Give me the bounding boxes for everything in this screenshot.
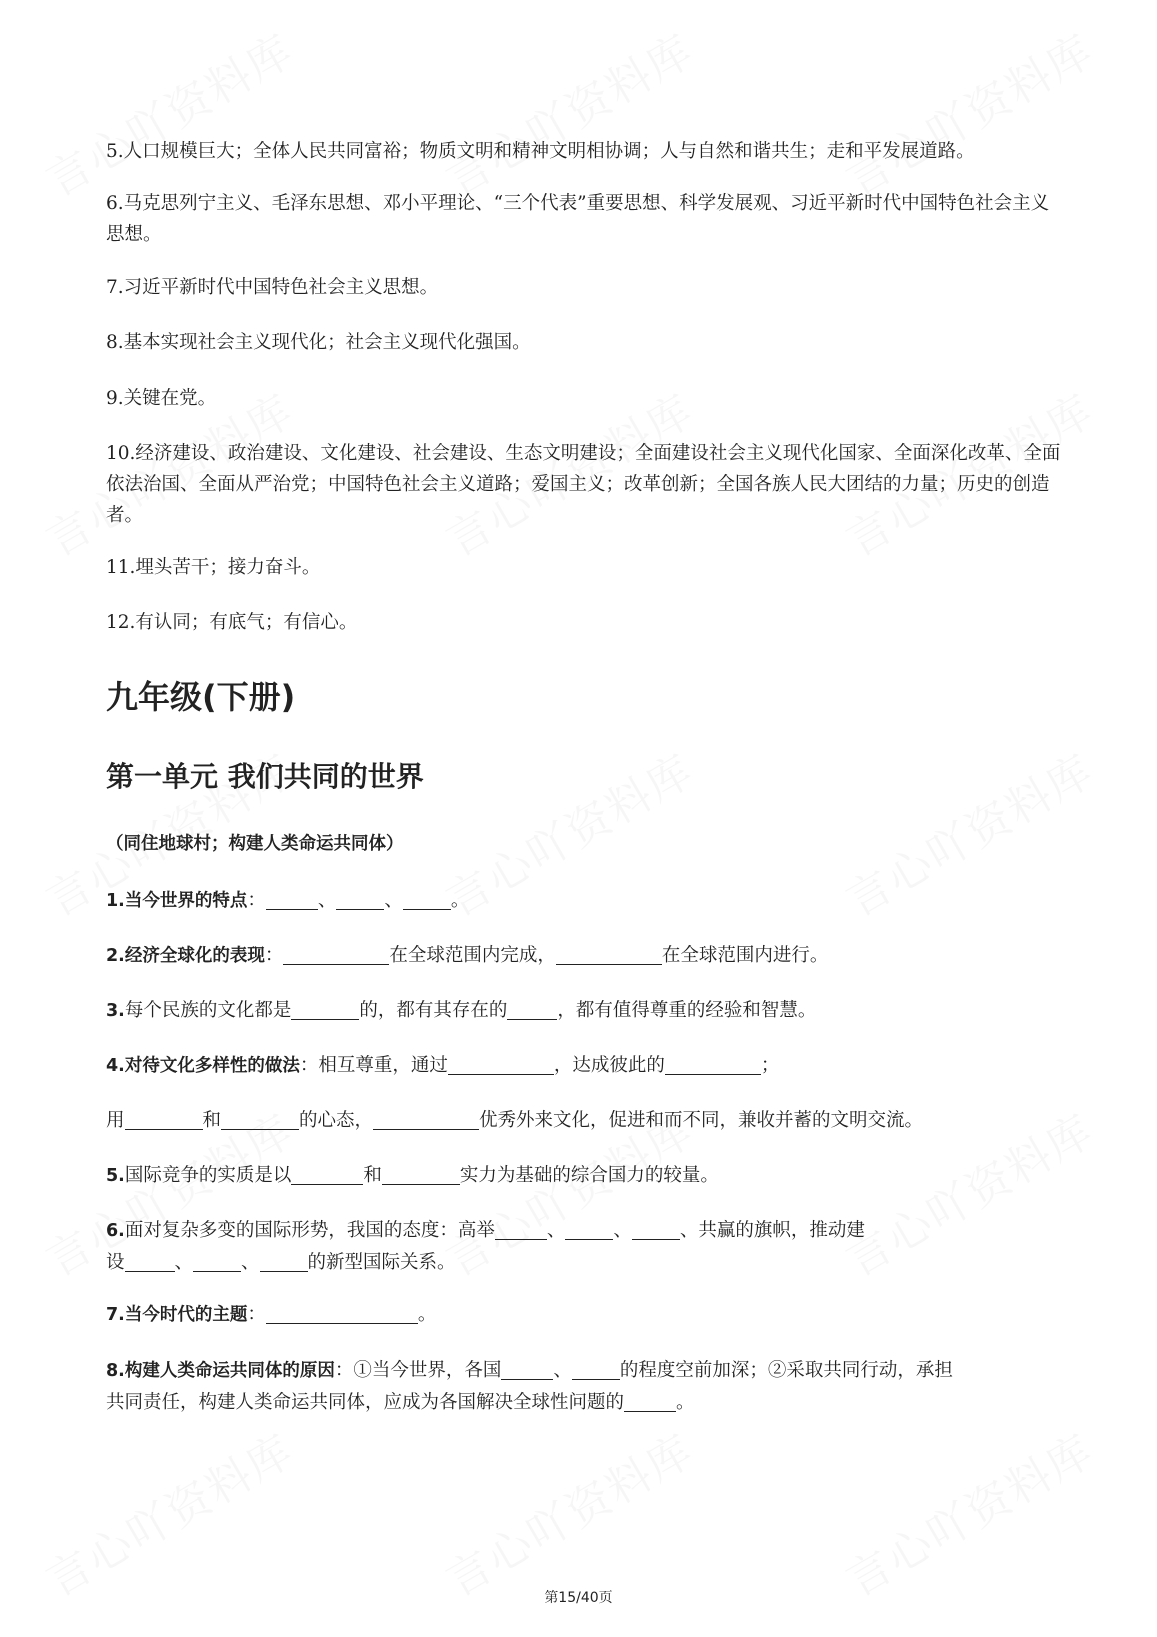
blank[interactable] (556, 944, 662, 965)
question-text: ，都有值得尊重的经验和智慧。 (557, 1000, 817, 1021)
question-text: 和 (363, 1165, 382, 1186)
separator: 、 (174, 1252, 194, 1273)
blank[interactable] (495, 1219, 547, 1240)
watermark (432, 15, 703, 208)
question-label: 4.对待文化多样性的做法 (106, 1056, 300, 1076)
answer-5: 5.人口规模巨大；全体人民共同富裕；物质文明和精神文明相协调；人与自然和谐共生；走和平发展道路。 (106, 141, 975, 162)
blank[interactable] (501, 1359, 553, 1380)
question-text: ： (247, 890, 266, 911)
blank[interactable] (125, 1251, 175, 1272)
separator: 、 (317, 890, 337, 911)
question-text: ，达成彼此的 (553, 1055, 665, 1076)
question-text: ：①当今世界，各国 (334, 1360, 502, 1381)
section-subtitle: （同住地球村；构建人类命运共同体） (106, 834, 404, 854)
question-number: 5. (106, 1166, 125, 1186)
question-text: 面对复杂多变的国际形势，我国的态度：高举 (124, 1220, 495, 1241)
blank[interactable] (291, 1164, 363, 1185)
question-text: 的，都有其存在的 (359, 1000, 508, 1021)
watermark (832, 1415, 1103, 1608)
answer-12: 12.有认同；有底气；有信心。 (106, 612, 358, 633)
blank[interactable] (624, 1391, 676, 1412)
question-text: 。 (676, 1392, 695, 1413)
question-text: ：相互尊重，通过 (299, 1055, 448, 1076)
question-text: 设 (106, 1252, 125, 1273)
question-label: 2.经济全球化的表现 (106, 946, 265, 966)
blank[interactable] (572, 1359, 620, 1380)
question-text: 的心态， (299, 1110, 374, 1131)
blank[interactable] (266, 1303, 418, 1324)
blank[interactable] (125, 1109, 203, 1130)
question-text: 每个民族的文化都是 (124, 1000, 292, 1021)
question-number: 3. (106, 1001, 125, 1021)
question-label: 7.当今时代的主题 (106, 1305, 248, 1325)
separator: 、 (241, 1252, 260, 1273)
question-label: 1.当今世界的特点 (106, 891, 248, 911)
blank[interactable] (260, 1251, 308, 1272)
question-4 (106, 1050, 1066, 1082)
separator: 、 (553, 1360, 572, 1381)
blank[interactable] (291, 999, 359, 1020)
answer-8: 8.基本实现社会主义现代化；社会主义现代化强国。 (106, 332, 531, 353)
blank[interactable] (266, 889, 318, 910)
unit-title: 第一单元 我们共同的世界 (106, 760, 424, 793)
answer-7: 7.习近平新时代中国特色社会主义思想。 (106, 277, 439, 298)
question-text: 共同责任，构建人类命运共同体，应成为各国解决全球性问题的 (106, 1392, 625, 1413)
separator: 、 (546, 1220, 566, 1241)
question-text: ： (264, 945, 284, 966)
question-6 (106, 1215, 1066, 1278)
question-text: ； (760, 1055, 780, 1076)
question-7 (106, 1299, 1066, 1331)
watermark (32, 15, 303, 208)
question-text: 。 (417, 1304, 437, 1325)
blank[interactable] (632, 1219, 680, 1240)
question-text: 的程度空前加深；②采取共同行动，承担 (619, 1360, 953, 1381)
question-text: 在全球范围内完成， (389, 945, 556, 966)
question-5 (106, 1160, 1066, 1192)
question-2 (106, 940, 1066, 972)
question-text: 和 (202, 1110, 222, 1131)
blank[interactable] (221, 1109, 299, 1130)
question-label: 8.构建人类命运共同体的原因 (106, 1361, 335, 1381)
question-text: 的新型国际关系。 (307, 1252, 456, 1273)
blank[interactable] (448, 1054, 554, 1075)
blank[interactable] (507, 999, 557, 1020)
answer-11: 11.埋头苦干；接力奋斗。 (106, 557, 321, 578)
page-number: 第15/40页 (544, 1590, 613, 1606)
question-4-continued (106, 1105, 1066, 1136)
separator: 、 (384, 890, 403, 911)
blank[interactable] (665, 1054, 761, 1075)
question-text: 国际竞争的实质是以 (124, 1165, 292, 1186)
answer-10: 10.经济建设、政治建设、文化建设、社会建设、生态文明建设；全面建设社会主义现代化国家、全面深化改革、全面依法治国、全面从严治党；中国特色社会主义道路；爱国主义；改革创新；全国各族人民大团结的力量；历史的创造者。 (106, 443, 1061, 526)
question-8 (106, 1355, 1066, 1418)
blank[interactable] (283, 944, 389, 965)
blank[interactable] (382, 1164, 460, 1185)
question-text: 优秀外来文化，促进和而不同，兼收并蓄的文明交流。 (479, 1110, 924, 1131)
watermark (432, 1415, 703, 1608)
watermark (832, 15, 1103, 208)
blank[interactable] (403, 889, 451, 910)
answer-9: 9.关键在党。 (106, 388, 217, 409)
question-3 (106, 995, 1066, 1027)
separator: 、 (613, 1220, 632, 1241)
question-1 (106, 885, 1066, 917)
blank[interactable] (565, 1219, 613, 1240)
blank[interactable] (193, 1251, 241, 1272)
blank[interactable] (336, 889, 384, 910)
blank[interactable] (373, 1109, 479, 1130)
question-text: 。 (450, 890, 470, 911)
question-text: 用 (106, 1110, 125, 1131)
question-text: 实力为基础的综合国力的较量。 (459, 1165, 719, 1186)
question-text: ： (247, 1304, 266, 1325)
question-text: 在全球范围内进行。 (661, 945, 829, 966)
watermark (32, 1415, 303, 1608)
question-number: 6. (106, 1221, 125, 1241)
question-text: 、共赢的旗帜，推动建 (679, 1220, 865, 1241)
answer-6: 6.马克思列宁主义、毛泽东思想、邓小平理论、“三个代表”重要思想、科学发展观、习近平新时代中国特色社会主义思想。 (106, 193, 1050, 245)
grade-title: 九年级(下册) (106, 678, 296, 716)
